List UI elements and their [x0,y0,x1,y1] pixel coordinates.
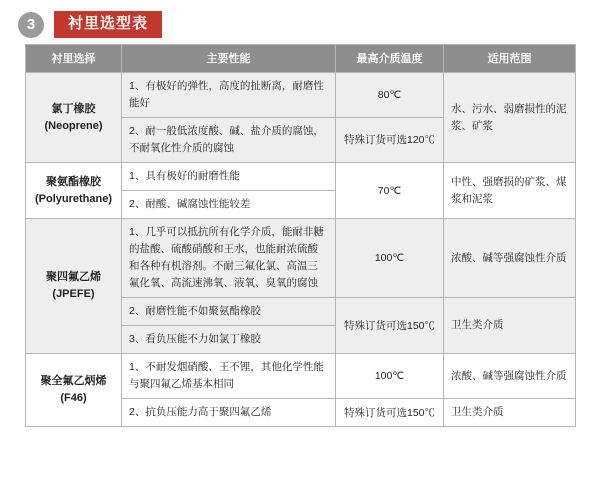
temperature-cell: 100℃ [336,354,444,399]
scope-cell: 水、污水、弱磨损性的泥浆、矿浆 [444,73,576,163]
table-row [26,354,576,399]
liner-cell [26,219,122,354]
performance-cell: 3、看负压能不力如氯丁橡胶 [122,326,336,354]
scope-cell: 中性、强磨损的矿浆、煤浆和泥浆 [444,163,576,219]
performance-cell: 1、有极好的弹性，高度的扯断离，耐磨性能好 [122,73,336,118]
scope-cell: 卫生类介质 [444,298,576,354]
liner-name-cn: 聚氨酯橡胶 [46,175,101,188]
table-header-row [26,45,576,73]
page-title: 衬里选型表 [54,11,162,38]
scope-cell: 浓酸、碱等强腐蚀性介质 [444,354,576,399]
table-row [26,219,576,298]
liner-name-en: (Neoprene) [44,119,103,132]
liner-cell [26,354,122,427]
liner-name-en: (JPEFE) [52,288,95,300]
column-header-scope: 适用范围 [444,45,576,73]
table-row [26,73,576,118]
temperature-cell: 特殊订货可选150℃ [336,298,444,354]
performance-cell: 2、耐酸、碱腐蚀性能较差 [122,191,336,219]
temperature-cell: 特殊订货可选120℃ [336,118,444,163]
column-header-liner: 衬里选择 [26,45,122,73]
column-header-temperature: 最高介质温度 [336,45,444,73]
liner-name-cn: 聚全氟乙炳烯 [40,375,107,387]
performance-cell: 1、具有极好的耐磨性能 [122,163,336,191]
table-body [26,73,576,427]
liner-name-cn: 氯丁橡胶 [51,102,96,115]
performance-cell: 2、抗负压能力高于聚四氟乙烯 [122,399,336,427]
table-row [26,163,576,191]
liner-name-en: (Polyurethane) [34,192,112,205]
temperature-cell: 80℃ [336,73,444,118]
performance-cell: 2、耐一般低浓度酸、碱、盐介质的腐蚀，不耐氧化性介质的腐蚀 [122,118,336,163]
liner-cell [26,163,122,219]
performance-cell: 1、几乎可以抵抗所有化学介质，能耐非糖的盐酸、硫酸硝酸和王水，也能耐浓硫酸和各种有机溶剂。不耐三氟化氯、高温三氟化氧、高流速沸氧、液氧、臭氧的腐蚀 [122,219,336,298]
temperature-cell: 100℃ [336,219,444,298]
temperature-cell: 70℃ [336,163,444,219]
liner-selection-table [25,44,576,427]
page-header [0,0,600,40]
column-header-performance: 主要性能 [122,45,336,73]
scope-cell: 浓酸、碱等强腐蚀性介质 [444,219,576,298]
scope-cell: 卫生类介质 [444,399,576,427]
performance-cell: 2、耐磨性能不如聚氨酯橡胶 [122,298,336,326]
table-container [0,40,600,427]
performance-cell: 1、不耐发烟硝酸、王不锂，其他化学性能与聚四氟乙烯基本相同 [122,354,336,399]
liner-name-en: (F46) [60,392,87,404]
liner-cell [26,73,122,163]
liner-name-cn: 聚四氟乙烯 [46,271,101,283]
temperature-cell: 特殊订货可选150℃ [336,399,444,427]
section-number-badge: 3 [18,12,44,38]
